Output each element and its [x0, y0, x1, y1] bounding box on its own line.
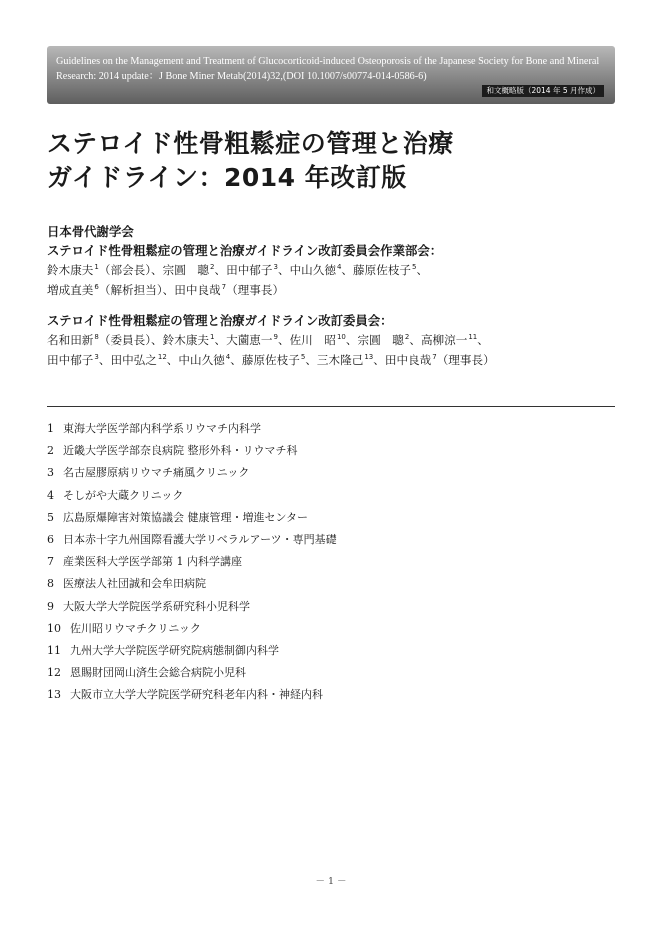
affiliation-text: 近畿大学医学部奈良病院 整形外科・リウマチ科	[63, 444, 298, 458]
author-name: 佐川 昭	[289, 333, 336, 347]
author-role-suffix: 、	[214, 333, 227, 347]
author-name: 田中郁子	[226, 263, 273, 277]
affiliation-superscript: 9	[273, 333, 278, 341]
citation-text	[56, 54, 607, 84]
edition-badge: 和文概略版（2014 年 5 月作成）	[482, 85, 604, 97]
affiliation-item	[47, 596, 337, 618]
affiliation-text: 九州大学大学院医学研究院病態制御内科学	[70, 643, 279, 657]
affiliation-number: 10	[47, 621, 61, 635]
author-role-suffix: （理事長）	[226, 283, 285, 297]
section-gap	[47, 300, 627, 311]
affiliation-item	[47, 551, 337, 573]
affiliation-text: 医療法人社団誠和会牟田病院	[63, 577, 206, 591]
author-role-suffix: 、	[373, 353, 385, 367]
affiliation-superscript: 5	[412, 263, 417, 271]
affiliation-text: 東海大学医学部内科学系リウマチ内科学	[63, 422, 261, 435]
author-name: 高柳涼一	[420, 333, 468, 347]
title-line-2: ガイドライン：2014 年改訂版	[47, 163, 407, 192]
affiliation-item	[47, 462, 337, 484]
organization-name: 日本骨代謝学会	[47, 224, 134, 239]
affiliation-text: 佐川昭リウマチクリニック	[70, 621, 201, 635]
affiliation-text: 名古屋膠原病リウマチ痛風クリニック	[63, 466, 250, 480]
affiliation-item	[47, 618, 337, 640]
affiliation-text: 大阪大学大学院医学系研究科小児科学	[63, 599, 250, 613]
author-name: 田中弘之	[110, 353, 157, 367]
author-name: 中山久徳	[289, 263, 336, 277]
affiliation-text: 恩賜財団岡山済生会総合病院小児科	[70, 666, 246, 680]
author-name: 田中良哉	[384, 353, 432, 367]
affiliation-superscript: 4	[225, 353, 231, 361]
document-title	[47, 127, 454, 195]
committee-members	[47, 330, 627, 370]
author-role-suffix: 、	[166, 353, 179, 367]
author-line	[47, 330, 627, 350]
affiliation-text: 産業医科大学医学部第 1 内科学講座	[63, 555, 242, 569]
affiliation-item	[47, 640, 337, 662]
citation-line-2: Research: 2014 update：J Bone Miner Metab(2014)32,(DOI 10.1007/s00774-014-0586-6)	[56, 71, 427, 82]
affiliation-number: 7	[47, 555, 54, 569]
author-role-suffix: （委員長）、	[98, 333, 163, 347]
author-line	[47, 260, 627, 280]
affiliation-item	[47, 529, 337, 551]
section-divider	[47, 406, 615, 407]
affiliation-number: 3	[47, 466, 54, 480]
affiliation-superscript: 6	[94, 283, 99, 291]
author-role-suffix: 、	[409, 333, 421, 347]
author-role-suffix: （解析担当）、	[98, 283, 175, 297]
author-role-suffix: 、	[305, 353, 317, 367]
author-name: 藤原佐枝子	[241, 353, 300, 367]
affiliation-superscript: 3	[94, 353, 99, 361]
author-name: 増成直美	[47, 283, 94, 297]
affiliation-superscript: 1	[210, 333, 215, 341]
author-role-suffix: 、	[416, 263, 429, 277]
author-name: 藤原佐枝子	[353, 263, 412, 277]
authors-block	[47, 222, 627, 370]
author-role-suffix: 、	[477, 333, 489, 347]
affiliation-list	[47, 418, 337, 706]
author-role-suffix: 、	[277, 333, 290, 347]
affiliation-superscript: 3	[273, 263, 278, 271]
author-name: 名和田新	[47, 333, 94, 347]
affiliation-item	[47, 507, 337, 529]
affiliation-text: そしがや大蔵クリニック	[63, 488, 184, 502]
affiliation-superscript: 13	[364, 353, 374, 361]
affiliation-text: 広島原爆障害対策協議会 健康管理・増進センター	[63, 510, 309, 524]
page-number: － 1 －	[315, 876, 347, 887]
affiliation-text: 大阪市立大学大学院医学研究科老年内科・神経内科	[70, 688, 323, 702]
affiliation-number: 1	[47, 422, 54, 435]
affiliation-superscript: 10	[336, 333, 346, 341]
author-role-suffix: 、	[341, 263, 354, 277]
affiliation-number: 5	[47, 510, 54, 524]
author-line	[47, 350, 627, 370]
affiliation-superscript: 5	[300, 353, 306, 361]
author-name: 中山久徳	[178, 353, 225, 367]
affiliation-item	[47, 684, 337, 706]
committee-heading: ステロイド性骨粗鬆症の管理と治療ガイドライン改訂委員会：	[47, 313, 393, 328]
affiliation-superscript: 8	[94, 333, 99, 341]
author-role-suffix: 、	[230, 353, 242, 367]
author-name: 大薗恵一	[226, 333, 273, 347]
author-name: 鈴木康夫	[162, 333, 210, 347]
affiliation-item	[47, 440, 337, 462]
citation-banner	[47, 46, 615, 104]
author-role-suffix: 、	[98, 353, 111, 367]
author-role-suffix: 、	[214, 263, 227, 277]
affiliation-text: 日本赤十字九州国際看護大学リベラルアーツ・専門基礎	[63, 532, 337, 546]
affiliation-superscript: 7	[432, 353, 437, 361]
author-role-suffix: 、	[277, 263, 290, 277]
author-line	[47, 280, 627, 300]
working-group-heading: ステロイド性骨粗鬆症の管理と治療ガイドライン改訂委員会作業部会：	[47, 243, 443, 258]
affiliation-superscript: 11	[468, 333, 478, 341]
author-name: 宗圓 聰	[162, 263, 210, 277]
affiliation-superscript: 2	[210, 263, 215, 271]
affiliation-number: 13	[47, 688, 61, 702]
affiliation-superscript: 2	[404, 333, 410, 341]
author-role-suffix: 、	[345, 333, 358, 347]
affiliation-number: 11	[47, 643, 61, 657]
author-role-suffix: （理事長）	[436, 353, 495, 367]
affiliation-superscript: 12	[157, 353, 167, 361]
affiliation-item	[47, 485, 337, 507]
affiliation-number: 2	[47, 444, 54, 458]
title-line-1: ステロイド性骨粗鬆症の管理と治療	[47, 129, 454, 158]
citation-line-1: Guidelines on the Management and Treatment of Glucocorticoid-induced Osteoporosis of the Japanese Society for Bone and Mineral	[56, 56, 600, 67]
affiliation-superscript: 1	[94, 263, 99, 271]
author-name: 田中郁子	[47, 353, 94, 367]
affiliation-number: 12	[47, 666, 61, 680]
affiliation-superscript: 4	[336, 263, 342, 271]
affiliation-item	[47, 662, 337, 684]
affiliation-number: 9	[47, 599, 54, 613]
author-name: 鈴木康夫	[47, 263, 94, 277]
affiliation-number: 4	[47, 488, 54, 502]
author-name: 宗圓 聰	[357, 333, 404, 347]
affiliation-number: 6	[47, 532, 54, 546]
author-name: 田中良哉	[174, 283, 221, 297]
author-name: 三木隆己	[316, 353, 364, 367]
affiliation-item	[47, 418, 337, 440]
affiliation-superscript: 7	[221, 283, 227, 291]
affiliation-number: 8	[47, 577, 54, 591]
affiliation-item	[47, 573, 337, 595]
author-role-suffix: （部会長）、	[98, 263, 163, 277]
working-group-members	[47, 260, 627, 300]
